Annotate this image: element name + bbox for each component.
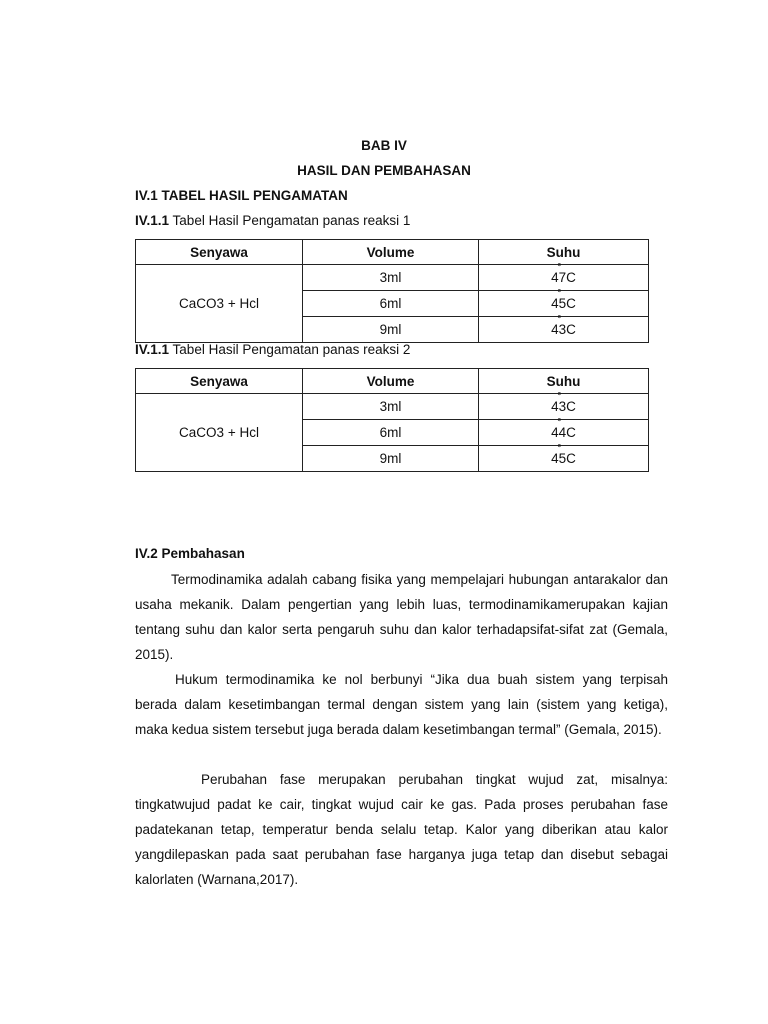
temperature-value: 43C ° xyxy=(551,322,576,337)
table-caption-text: Tabel Hasil Pengamatan panas reaksi 2 xyxy=(169,342,411,357)
volume-cell: 3ml xyxy=(303,394,479,420)
table-header-row xyxy=(136,369,649,394)
table-row xyxy=(136,265,649,291)
temperature-value: 44C ° xyxy=(551,425,576,440)
chapter-number: BAB IV xyxy=(361,138,407,153)
paragraph-1: Termodinamika adalah cabang fisika yang mempelajari hubungan antarakalor dan usaha mekanik. Dalam pengertian yang lebih luas, termodinamikamerupakan kajian tentang suhu dan kalor serta pengaruh suhu dan kalor terhadapsifat-sifat zat (Gemala, 2015). xyxy=(135,572,668,662)
volume-cell: 9ml xyxy=(303,446,479,472)
header-compound: Senyawa xyxy=(136,240,303,265)
paragraph-3: Perubahan fase merupakan perubahan tingkat wujud zat, misalnya: tingkatwujud padat ke cair, tingkat wujud cair ke gas. Pada proses perubahan fase padatekanan tetap, temperatur benda selalu tetap. Kalor yang diberikan atau kalor yangdilepaskan pada saat perubahan fase harganya juga tetap dan disebut sebagai kalorlaten (Warnana,2017). xyxy=(135,772,668,887)
table-caption-text: Tabel Hasil Pengamatan panas reaksi 1 xyxy=(169,213,411,228)
header-temperature: Suhu xyxy=(479,369,649,394)
header-compound: Senyawa xyxy=(136,369,303,394)
header-volume: Volume xyxy=(303,369,479,394)
volume-cell: 9ml xyxy=(303,317,479,343)
volume-cell: 6ml xyxy=(303,420,479,446)
volume-cell: 3ml xyxy=(303,265,479,291)
section-title-discussion: IV.2 Pembahasan xyxy=(135,546,245,561)
table-caption-2 xyxy=(135,342,410,358)
table-caption-number: IV.1.1 xyxy=(135,342,170,357)
chapter-title: HASIL DAN PEMBAHASAN xyxy=(297,163,471,178)
temperature-value: 43C ° xyxy=(551,399,576,414)
volume-cell: 6ml xyxy=(303,291,479,317)
temperature-cell xyxy=(479,317,649,343)
temperature-value: 45C ° xyxy=(551,451,576,466)
temperature-cell xyxy=(479,394,649,420)
temperature-cell xyxy=(479,420,649,446)
temperature-cell xyxy=(479,265,649,291)
header-volume: Volume xyxy=(303,240,479,265)
observation-table-1 xyxy=(135,239,649,343)
temperature-cell xyxy=(479,291,649,317)
section-title-results: IV.1 TABEL HASIL PENGAMATAN xyxy=(135,188,348,203)
paragraph-2: Hukum termodinamika ke nol berbunyi “Jika dua buah sistem yang terpisah berada dalam kesetimbangan termal dengan sistem yang lain (sistem yang ketiga), maka kedua sistem tersebut juga berada dalam kesetimbangan termal” (Gemala, 2015). xyxy=(135,672,668,737)
compound-cell: CaCO3 + Hcl xyxy=(136,394,303,472)
table-header-row xyxy=(136,240,649,265)
observation-table-2 xyxy=(135,368,649,472)
temperature-cell xyxy=(479,446,649,472)
compound-cell: CaCO3 + Hcl xyxy=(136,265,303,343)
table-caption-number: IV.1.1 xyxy=(135,213,170,228)
temperature-value: 47C ° xyxy=(551,270,576,285)
table-row xyxy=(136,394,649,420)
temperature-value: 45C ° xyxy=(551,296,576,311)
table-caption-1 xyxy=(135,213,410,229)
header-temperature: Suhu xyxy=(479,240,649,265)
